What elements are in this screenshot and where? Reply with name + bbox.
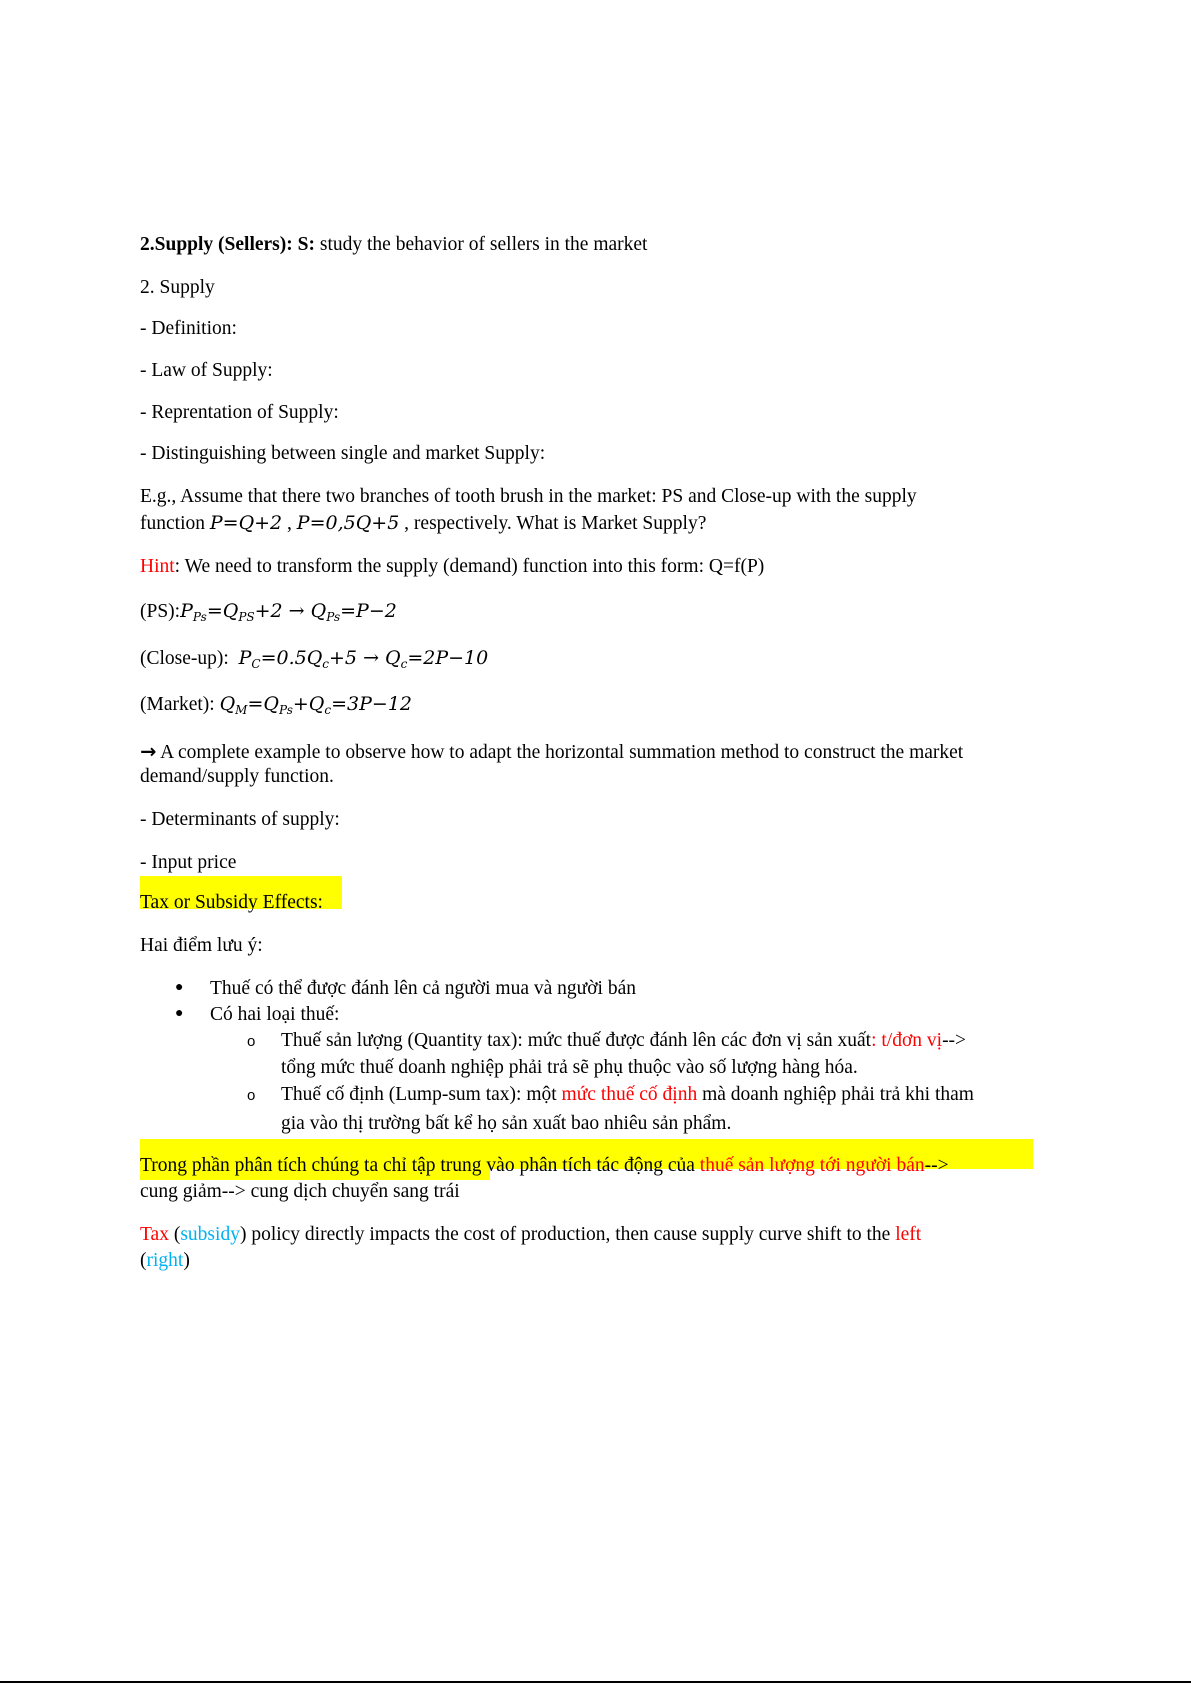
circle-bullet-icon: o [247, 1087, 256, 1104]
lump-sum-tax-rest: mà doanh nghiệp phải trả khi tham [697, 1084, 974, 1105]
focus-line-2: cung giảm--> cung dịch chuyển sang trái [140, 1181, 460, 1202]
eq-part: =P−2 [340, 600, 397, 622]
eq-sub: M [235, 703, 248, 717]
equation-ps-formula [180, 600, 397, 622]
page-bottom-border [0, 1681, 1191, 1683]
equation-ps-label: (PS): [140, 601, 181, 622]
bullet-item-2: Có hai loại thuế: [210, 1004, 340, 1025]
eq-part: P [238, 647, 252, 669]
outline-law: - Law of Supply: [140, 360, 273, 381]
hint-text: : We need to transform the supply (demand) function into this form: Q=f(P) [174, 556, 765, 577]
two-points-label: Hai điểm lưu ý: [140, 935, 263, 956]
eq-part: P [180, 600, 193, 622]
eq-part: Q [219, 693, 236, 715]
input-price: - Input price [140, 852, 237, 873]
hint-label: Hint [140, 556, 175, 577]
formula-separator: , [282, 513, 297, 534]
hint-line [140, 553, 1061, 580]
eq-part: =Q [247, 693, 279, 715]
quantity-tax-line-1 [281, 1027, 1063, 1054]
eq-sub: PS [238, 610, 255, 624]
arrow-note-line-2: demand/supply function. [140, 766, 334, 787]
eq-sub: c [324, 703, 332, 717]
bullet-item-1: Thuế có thể được đánh lên cả người mua và người bán [210, 978, 636, 999]
quantity-tax-unit: : t/đơn vị [871, 1030, 943, 1051]
determinants-of-supply: - Determinants of supply: [140, 809, 340, 830]
quantity-tax-arrow: --> [942, 1030, 967, 1051]
eq-part: =Q [206, 600, 239, 622]
focus-arrow: --> [924, 1155, 949, 1176]
example-line-1: E.g., Assume that there two branches of tooth brush in the market: PS and Close-up with the supply [140, 486, 917, 507]
eq-sub: Ps [192, 610, 207, 624]
heading-bold: 2.Supply (Sellers): S: [140, 234, 315, 255]
formula-closeup: P=0,5Q+5 [296, 512, 400, 534]
eq-part: +5 → Q [329, 647, 401, 669]
equation-market-label: (Market): [140, 694, 220, 715]
focus-text: Trong phần phân tích chúng ta chỉ tập trung vào phân tích tác động của [140, 1155, 700, 1176]
example-line-2 [140, 510, 1061, 537]
quantity-tax-text: Thuế sản lượng (Quantity tax): mức thuế được đánh lên các đơn vị sản xuất [281, 1030, 872, 1051]
eq-sub: c [322, 657, 330, 671]
tax-policy-paren: ) [183, 1250, 190, 1271]
focus-line-1 [140, 1152, 1061, 1179]
example-function-text: function [140, 513, 210, 534]
eq-part: =3P−12 [331, 693, 413, 715]
lump-sum-tax-fixed: mức thuế cố định [561, 1084, 698, 1105]
eq-part: =0.5Q [260, 647, 323, 669]
circle-bullet-icon: o [247, 1033, 256, 1050]
focus-red-text: thuế sản lượng tới người bán [699, 1155, 925, 1176]
arrow-note-line-1 [140, 738, 1061, 766]
section-heading [140, 231, 1061, 258]
equation-closeup-formula [239, 647, 489, 669]
lump-sum-tax-line-1 [281, 1081, 1063, 1108]
eq-part: +Q [292, 693, 325, 715]
tax-word: Tax [140, 1224, 169, 1245]
formula-ps: P=Q+2 [209, 512, 283, 534]
tax-heading: Tax or Subsidy Effects: [140, 892, 323, 913]
equation-market-formula [220, 693, 412, 715]
arrow-note-text: A complete example to observe how to adapt the horizontal summation method to construct the market [156, 742, 964, 763]
outline-definition: - Definition: [140, 318, 237, 339]
bullet-dot-icon: ● [175, 980, 184, 995]
equation-ps [140, 598, 1061, 625]
outline-representation: - Reprentation of Supply: [140, 402, 339, 423]
eq-sub: c [400, 657, 408, 671]
subsidy-word: subsidy [180, 1224, 240, 1245]
eq-part: =2P−10 [407, 647, 489, 669]
tax-policy-line-1 [140, 1221, 1061, 1248]
eq-sub: Ps [278, 703, 293, 717]
lump-sum-tax-line-2: gia vào thị trường bất kể họ sản xuất bao nhiêu sản phẩm. [281, 1113, 732, 1134]
tax-policy-paren: ( [140, 1250, 147, 1271]
outline-supply: 2. Supply [140, 277, 215, 298]
tax-policy-paren: ( [168, 1224, 181, 1245]
eq-sub: C [251, 657, 261, 671]
example-question: , respectively. What is Market Supply? [399, 513, 707, 534]
eq-sub: Ps [326, 610, 341, 624]
eq-part: +2 → Q [254, 600, 327, 622]
equation-market [140, 691, 1061, 718]
lump-sum-tax-text: Thuế cố định (Lump-sum tax): một [281, 1084, 562, 1105]
heading-rest: study the behavior of sellers in the market [314, 234, 648, 255]
right-arrow-icon: → [140, 740, 157, 763]
outline-distinguishing: - Distinguishing between single and market Supply: [140, 443, 546, 464]
tax-policy-line-2 [140, 1247, 1061, 1274]
right-word: right [146, 1250, 184, 1271]
left-word: left [895, 1224, 922, 1245]
quantity-tax-line-2: tổng mức thuế doanh nghiệp phải trả sẽ phụ thuộc vào số lượng hàng hóa. [281, 1057, 858, 1078]
equation-closeup-label: (Close-up): [140, 648, 239, 669]
bullet-dot-icon: ● [175, 1006, 184, 1021]
tax-policy-text: ) policy directly impacts the cost of production, then cause supply curve shift to the [239, 1224, 896, 1245]
equation-closeup [140, 645, 1061, 672]
